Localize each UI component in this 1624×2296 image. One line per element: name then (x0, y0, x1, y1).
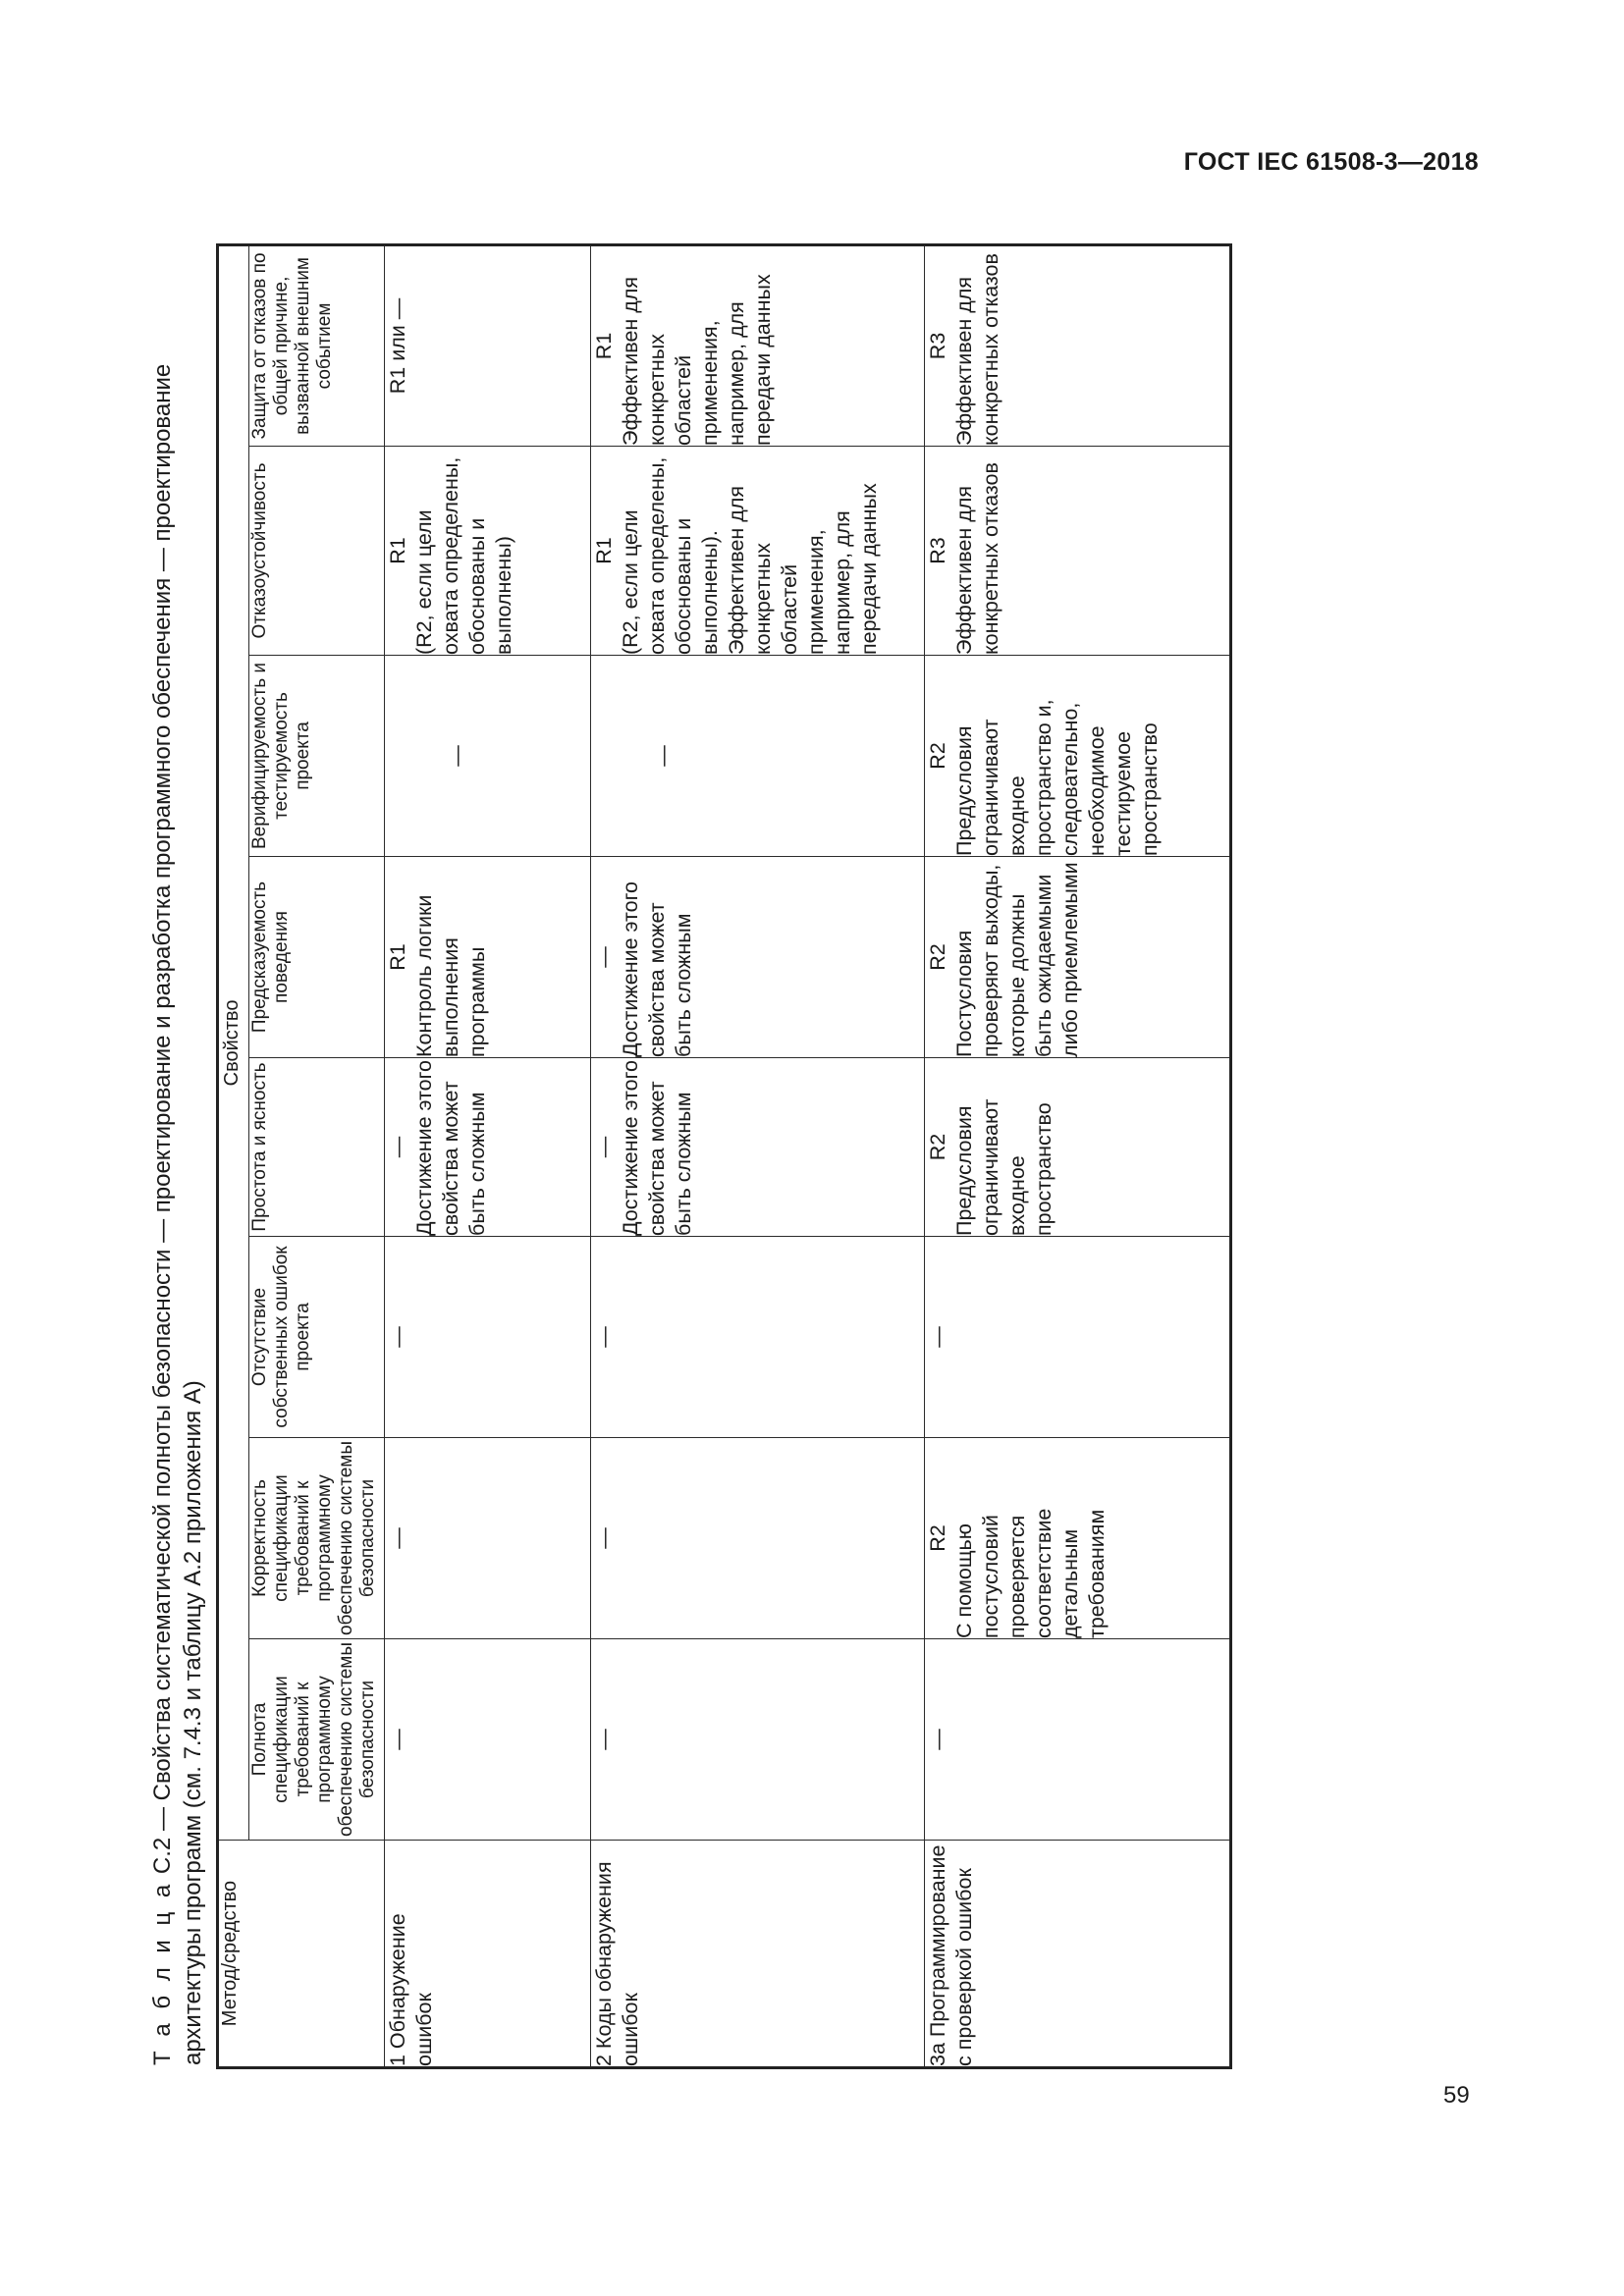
table-cell (385, 656, 591, 857)
table-cell (385, 1438, 591, 1639)
page-number: 59 (1443, 2082, 1470, 2109)
table-cell (385, 447, 591, 656)
cell-text: Предусловия ограничивают входное пространство и, следовательно, необходимое тестируемое пространство (952, 699, 1162, 856)
column-header: Предсказуемость поведения (249, 857, 385, 1058)
cell-rating: R1 (592, 537, 616, 564)
cell-text: Эффективен для конкретных отказов (952, 462, 1002, 655)
table-cell (591, 1237, 925, 1438)
cell-rating: R1 (592, 332, 616, 360)
method-cell: 3a Программирование с проверкой ошибок (925, 1841, 1231, 2068)
column-header: Верифицируемость и тестируемость проекта (249, 656, 385, 857)
property-group-header: Свойство (218, 244, 249, 1840)
cell-rating: R1 (386, 537, 409, 564)
table-cell (385, 1058, 591, 1237)
table-cell (591, 447, 925, 656)
cell-rating: R2 (926, 1133, 949, 1161)
cell-rating: — (592, 946, 616, 968)
cell-text: (R2, если цели охвата определены, обоснованы и выполнены). Эффективен для конкретных областей применения, например, для передачи данных (619, 456, 881, 655)
column-header: Полнота спецификации требований к программному обеспечению системы безопасности (249, 1639, 385, 1841)
table-cell (925, 857, 1231, 1058)
table-cell (925, 447, 1231, 656)
table-cell (925, 1237, 1231, 1438)
table-cell (591, 244, 925, 446)
cell-rating: — (386, 1326, 409, 1348)
cell-rating: — (386, 1527, 409, 1549)
caption-label: Т а б л и ц а (149, 1880, 176, 2065)
cell-rating: — (651, 745, 675, 767)
column-header: Защита от отказов по общей причине, вызванной внешним событием (249, 244, 385, 446)
cell-rating: — (592, 1729, 616, 1750)
cell-rating: — (926, 1729, 949, 1750)
cell-text: Достижение этого свойства может быть сложным (619, 1060, 695, 1236)
cell-text: Предусловия ограничивают входное пространство (952, 1098, 1056, 1236)
cell-rating: — (592, 1136, 616, 1158)
table-cell (385, 244, 591, 446)
table-cell (591, 1639, 925, 1841)
method-column-header: Метод/средство (218, 1841, 385, 2068)
table-row (925, 244, 1231, 2067)
table-cell (925, 244, 1231, 446)
cell-text: С помощью постусловий проверяется соответствие детальным требованиям (952, 1508, 1109, 1638)
cell-rating: R3 (926, 332, 949, 360)
cell-rating: — (386, 1136, 409, 1158)
rotated-table-block (147, 185, 1301, 2069)
column-header: Отказоустойчивость (249, 447, 385, 656)
cell-rating: R1 (386, 943, 409, 971)
cell-rating: — (386, 1729, 409, 1750)
cell-text: Постусловия проверяют выходы, которые должны быть ожидаемыми либо приемлемыми (952, 862, 1082, 1057)
method-cell: 1 Обнаружение ошибок (385, 1841, 591, 2068)
caption-text: С.2 — Свойства систематической полноты безопасности — проектирование и разработка программного обеспечения — проектирование архитектуры программ (см. 7.4.3 и таблицу А.2 приложения А) (149, 363, 206, 2065)
table-cell (385, 857, 591, 1058)
table-cell (385, 1639, 591, 1841)
column-header: Простота и ясность (249, 1058, 385, 1237)
cell-text: Контроль логики выполнения программы (412, 894, 489, 1057)
table-cell (925, 1639, 1231, 1841)
table-cell (925, 1438, 1231, 1639)
column-header: Отсутствие собственных ошибок проекта (249, 1237, 385, 1438)
cell-text: Эффективен для конкретных отказов (952, 253, 1002, 446)
cell-rating: R2 (926, 1524, 949, 1552)
properties-table (216, 243, 1232, 2069)
cell-rating: R2 (926, 742, 949, 770)
column-header: Корректность спецификации требований к программному обеспечению системы безопасности (249, 1438, 385, 1639)
table-row (385, 244, 591, 2067)
table-cell (925, 656, 1231, 857)
table-cell (385, 1237, 591, 1438)
cell-text: (R2, если цели охвата определены, обоснованы и выполнены) (412, 456, 515, 655)
cell-rating: R2 (926, 943, 949, 971)
table-cell (591, 857, 925, 1058)
cell-text: Эффективен для конкретных областей применения, например, для передачи данных (619, 274, 775, 446)
table-cell (591, 656, 925, 857)
table-row (591, 244, 925, 2067)
cell-rating: R1 или — (386, 297, 409, 395)
table-cell (925, 1058, 1231, 1237)
cell-rating: — (445, 745, 468, 767)
table-cell (591, 1438, 925, 1639)
cell-rating: R3 (926, 537, 949, 564)
cell-text: Достижение этого свойства может быть сложным (619, 881, 695, 1057)
cell-rating: — (592, 1326, 616, 1348)
method-cell: 2 Коды обнаружения ошибок (591, 1841, 925, 2068)
table-caption (147, 220, 216, 2069)
document-header: ГОСТ IEC 61508-3—2018 (1183, 148, 1479, 176)
table-cell (591, 1058, 925, 1237)
cell-rating: — (926, 1326, 949, 1348)
cell-text: Достижение этого свойства может быть сложным (412, 1060, 489, 1236)
cell-rating: — (592, 1527, 616, 1549)
